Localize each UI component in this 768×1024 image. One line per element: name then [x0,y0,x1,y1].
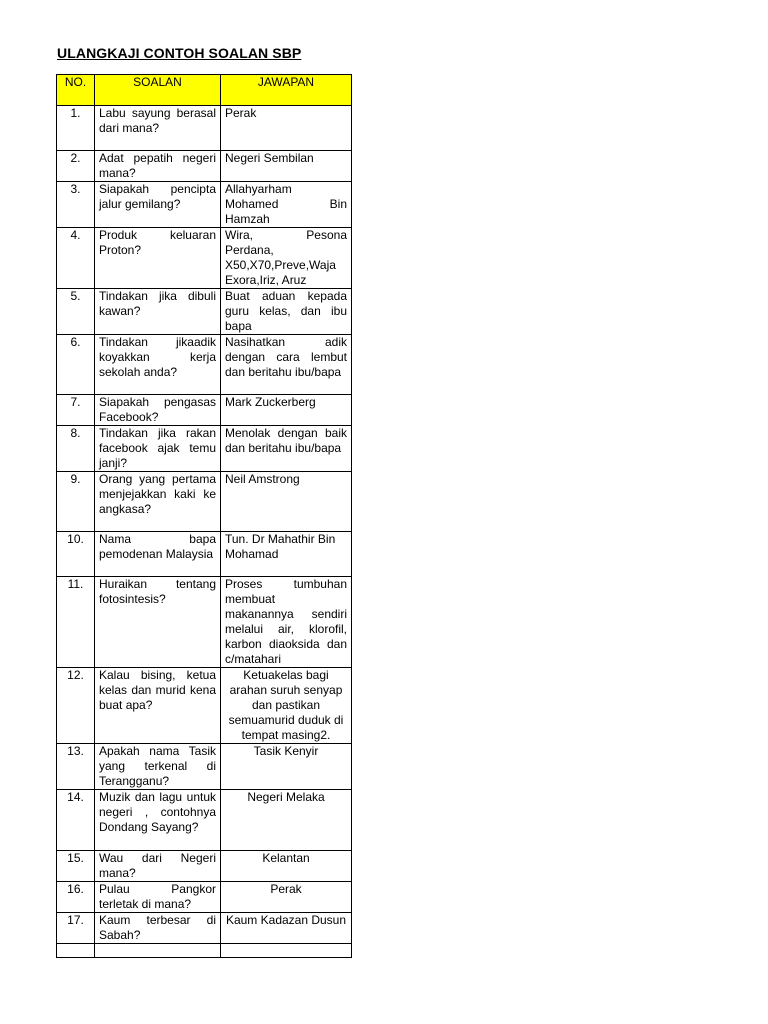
row-number [57,944,95,958]
row-question: Siapakah pengasas Facebook? [95,395,221,426]
header-question: SOALAN [95,75,221,106]
table-row [57,882,352,913]
table-row [57,182,352,228]
row-number: 5. [57,289,95,335]
table-row [57,532,352,577]
row-number: 11. [57,577,95,668]
header-no: NO. [57,75,95,106]
row-number: 6. [57,335,95,395]
row-question: Tindakan jika rakan facebook ajak temu janji? [95,426,221,472]
row-question: Apakah nama Tasik yang terkenal di Terangganu? [95,744,221,790]
row-question: Labu sayung berasal dari mana? [95,106,221,151]
row-number: 13. [57,744,95,790]
table-header-row [57,75,352,106]
row-answer: Tasik Kenyir [221,744,352,790]
row-answer: Kelantan [221,851,352,882]
row-number: 1. [57,106,95,151]
row-answer: Menolak dengan baik dan beritahu ibu/bapa [221,426,352,472]
table-row [57,744,352,790]
row-number: 2. [57,151,95,182]
table-row [57,577,352,668]
row-number: 14. [57,790,95,851]
row-number: 7. [57,395,95,426]
row-answer: Ketuakelas bagi arahan suruh senyap dan pastikan semuamurid duduk di tempat masing2. [221,668,352,744]
row-answer: Negeri Melaka [221,790,352,851]
row-answer: Proses tumbuhan membuat makanannya sendiri melalui air, klorofil, karbon diaoksida dan c/matahari [221,577,352,668]
row-answer: Negeri Sembilan [221,151,352,182]
row-question [95,944,221,958]
row-question: Siapakah pencipta jalur gemilang? [95,182,221,228]
table-row [57,472,352,532]
row-answer: Kaum Kadazan Dusun [221,913,352,944]
row-answer [221,944,352,958]
row-number: 16. [57,882,95,913]
row-question: Huraikan tentang fotosintesis? [95,577,221,668]
qa-table [56,74,352,958]
row-question: Muzik dan lagu untuk negeri , contohnya Dondang Sayang? [95,790,221,851]
row-answer: Mark Zuckerberg [221,395,352,426]
table-row [57,668,352,744]
table-row [57,151,352,182]
row-number: 12. [57,668,95,744]
row-answer: Buat aduan kepada guru kelas, dan ibu bapa [221,289,352,335]
row-answer: Nasihatkan adik dengan cara lembut dan beritahu ibu/bapa [221,335,352,395]
row-question: Adat pepatih negeri mana? [95,151,221,182]
row-question: Kalau bising, ketua kelas dan murid kena buat apa? [95,668,221,744]
table-row [57,426,352,472]
row-question: Orang yang pertama menjejakkan kaki ke angkasa? [95,472,221,532]
row-question: Pulau Pangkor terletak di mana? [95,882,221,913]
table-row [57,790,352,851]
table-row [57,851,352,882]
row-answer: Perak [221,882,352,913]
row-question: Tindakan jikaadik koyakkan kerja sekolah anda? [95,335,221,395]
row-answer: Neil Amstrong [221,472,352,532]
row-number: 9. [57,472,95,532]
row-number: 15. [57,851,95,882]
row-answer: Allahyarham Mohamed Bin Hamzah [221,182,352,228]
row-number: 17. [57,913,95,944]
table-row [57,335,352,395]
table-row [57,395,352,426]
row-answer: Tun. Dr Mahathir Bin Mohamad [221,532,352,577]
table-row [57,228,352,289]
table-row [57,913,352,944]
row-question: Produk keluaran Proton? [95,228,221,289]
table-row-empty [57,944,352,958]
table-row [57,289,352,335]
header-answer: JAWAPAN [221,75,352,106]
row-number: 4. [57,228,95,289]
table-row [57,106,352,151]
row-answer: Wira, Pesona Perdana, X50,X70,Preve,Waja Exora,Iriz, Aruz [221,228,352,289]
row-question: Nama bapa pemodenan Malaysia [95,532,221,577]
row-question: Wau dari Negeri mana? [95,851,221,882]
row-number: 8. [57,426,95,472]
page-title: ULANGKAJI CONTOH SOALAN SBP [57,45,302,61]
row-number: 3. [57,182,95,228]
row-number: 10. [57,532,95,577]
row-question: Tindakan jika dibuli kawan? [95,289,221,335]
row-answer: Perak [221,106,352,151]
row-question: Kaum terbesar di Sabah? [95,913,221,944]
